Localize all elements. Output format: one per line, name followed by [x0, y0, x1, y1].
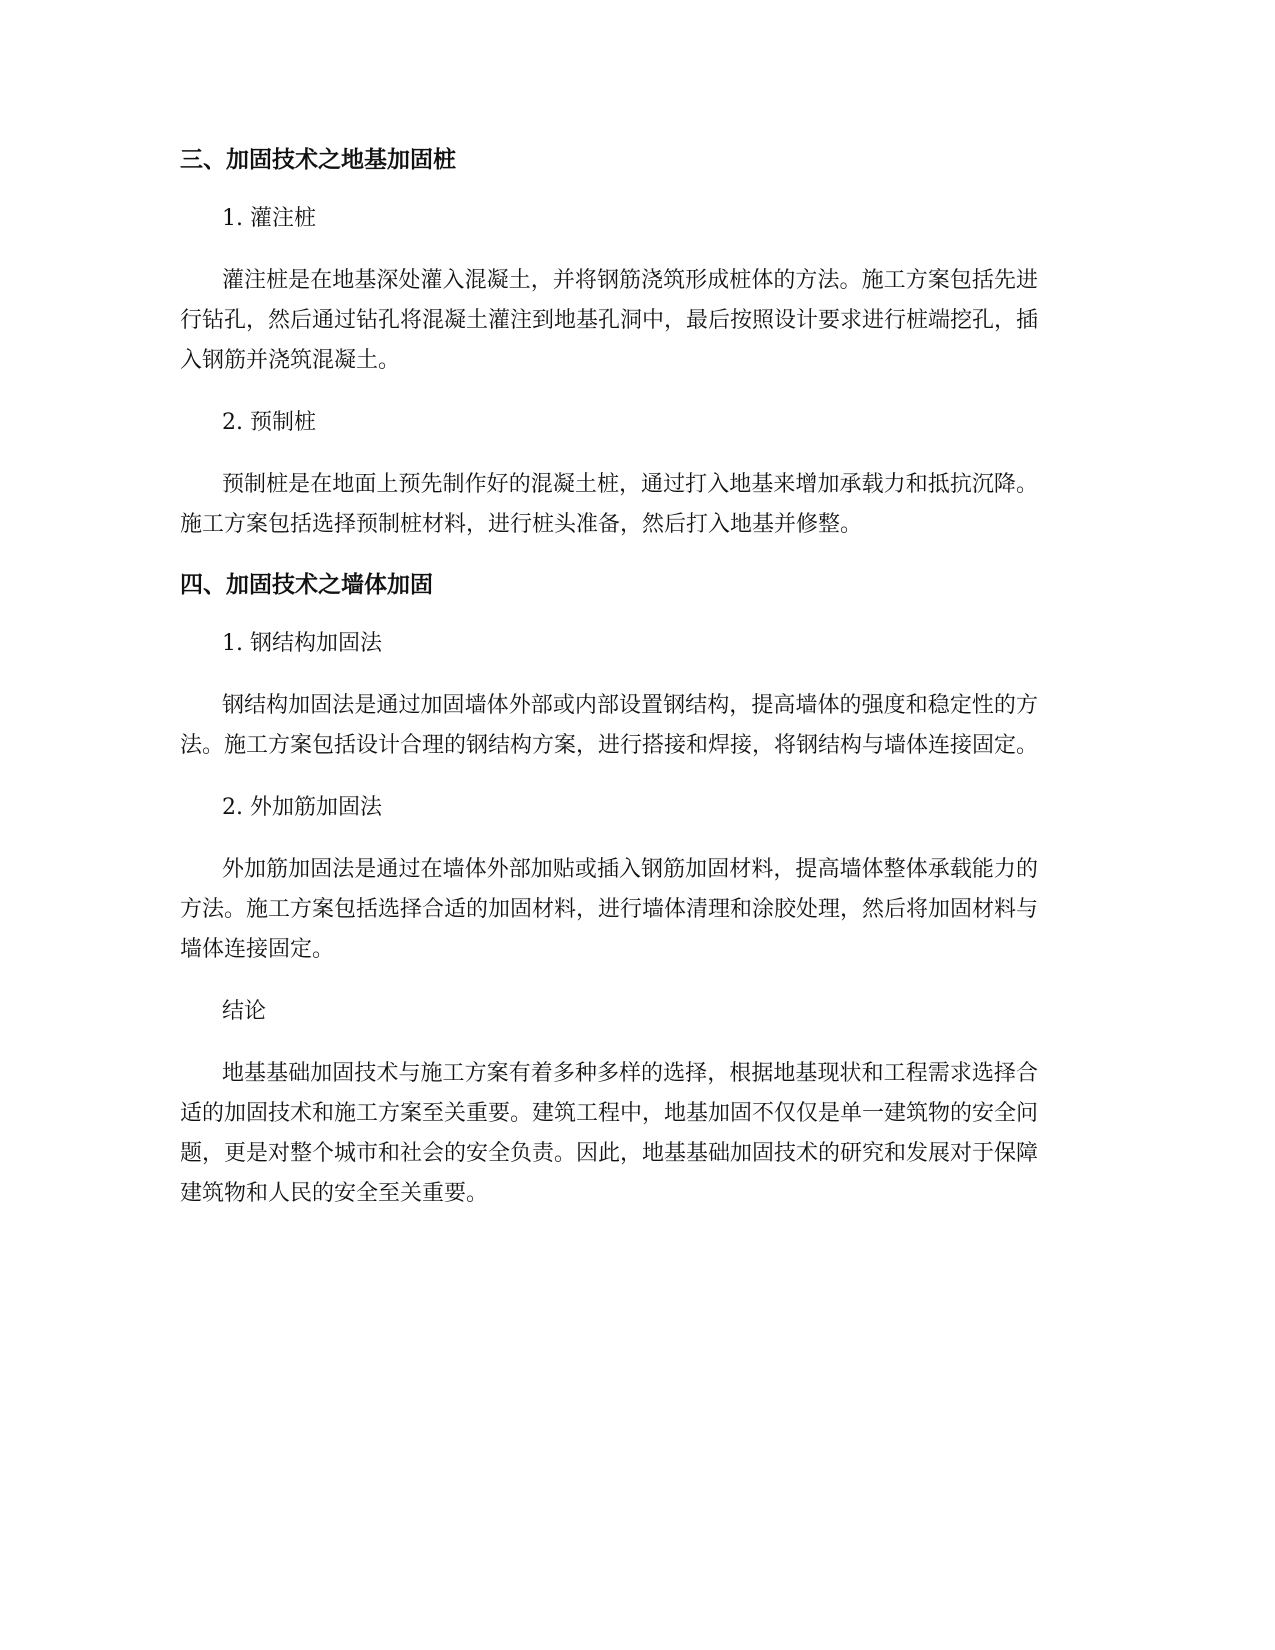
subheading-precast-pile: 2. 预制桩	[222, 410, 316, 435]
subheading-cast-in-place-pile: 1. 灌注桩	[222, 206, 316, 231]
section-title-4: 四、加固技术之墙体加固	[180, 572, 433, 598]
document-page	[180, 143, 1038, 1214]
subheading-steel-structure: 1. 钢结构加固法	[222, 631, 382, 656]
section-title-3: 三、加固技术之地基加固桩	[180, 147, 456, 173]
subheading-conclusion: 结论	[222, 999, 267, 1024]
paragraph-cast-in-place-pile: 灌注桩是在地基深处灌入混凝土，并将钢筋浇筑形成桩体的方法。施工方案包括先进行钻孔，然后通过钻孔将混凝土灌注到地基孔洞中，最后按照设计要求进行桩端挖孔，插入钢筋并浇筑混凝土。	[180, 268, 1039, 373]
paragraph-external-rebar: 外加筋加固法是通过在墙体外部加贴或插入钢筋加固材料，提高墙体整体承载能力的方法。施工方案包括选择合适的加固材料，进行墙体清理和涂胶处理，然后将加固材料与墙体连接固定。	[180, 857, 1039, 962]
paragraph-precast-pile: 预制桩是在地面上预先制作好的混凝土桩，通过打入地基来增加承载力和抵抗沉降。施工方案包括选择预制桩材料，进行桩头准备，然后打入地基并修整。	[180, 472, 1038, 537]
subheading-external-rebar: 2. 外加筋加固法	[222, 795, 382, 820]
paragraph-conclusion: 地基基础加固技术与施工方案有着多种多样的选择，根据地基现状和工程需求选择合适的加固技术和施工方案至关重要。建筑工程中，地基加固不仅仅是单一建筑物的安全问题，更是对整个城市和社会的安全负责。因此，地基基础加固技术的研究和发展对于保障建筑物和人民的安全至关重要。	[180, 1061, 1039, 1206]
paragraph-steel-structure: 钢结构加固法是通过加固墙体外部或内部设置钢结构，提高墙体的强度和稳定性的方法。施工方案包括设计合理的钢结构方案，进行搭接和焊接，将钢结构与墙体连接固定。	[180, 693, 1039, 758]
